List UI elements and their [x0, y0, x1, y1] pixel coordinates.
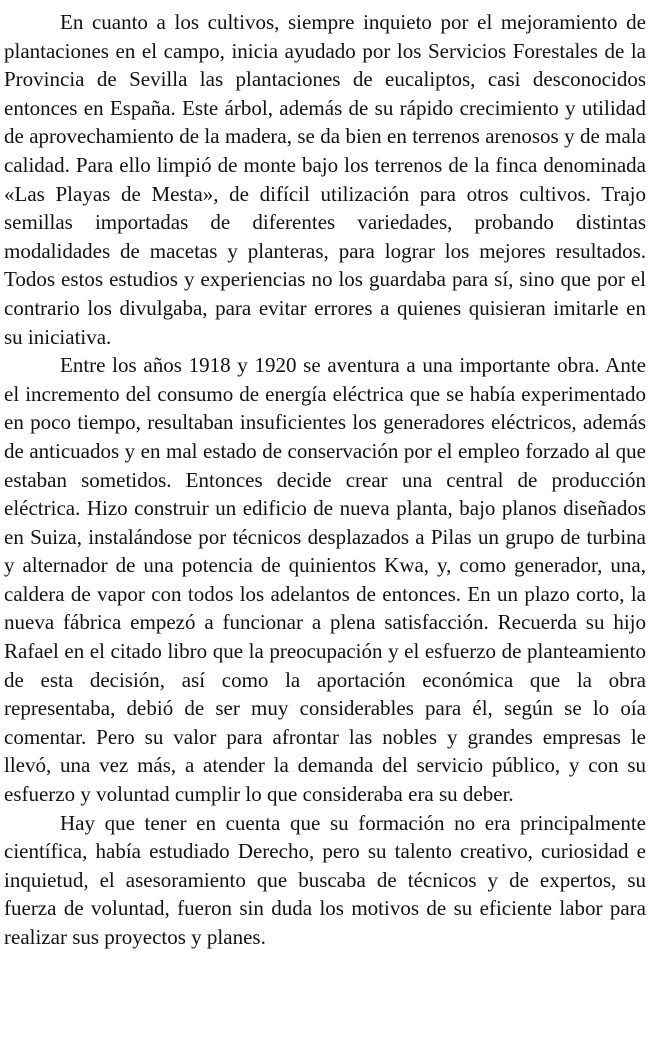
paragraph-central-electrica: Entre los años 1918 y 1920 se aventura a una importante obra. Ante el incremento del consumo de energía eléctrica que se había experimentado en poco tiempo, resultaban insuficientes los generadores eléctricos, además de anticuados y en mal estado de conservación por el empleo forzado al que estaban sometidos. Entonces decide crear una central de producción eléctrica. Hizo construir un edificio de nueva planta, bajo planos diseñados en Suiza, instalándose por técnicos desplazados a Pilas un grupo de turbina y alternador de una potencia de quinientos Kwa, y, como generador, una, caldera de vapor con todos los adelantos de entonces. En un plazo corto, la nueva fábrica empezó a funcionar a plena satisfacción. Recuerda su hijo Rafael en el citado libro que la preocupación y el esfuerzo de planteamiento de esta decisión, así como la aportación económica que la obra representaba, debió de ser muy considerables para él, según se lo oía comentar. Pero su valor para afrontar las nobles y grandes empresas le llevó, una vez más, a atender la demanda del servicio público, y con su esfuerzo y voluntad cumplir lo que consideraba era su deber.: [4, 353, 646, 807]
paragraph-formacion: Hay que tener en cuenta que su formación no era principalmente científica, había estudiado Derecho, pero su talento creativo, curiosidad e inquietud, el asesoramiento que buscaba de técnicos y de expertos, su fuerza de voluntad, fueron sin duda los motivos de su eficiente labor para realizar sus proyectos y planes.: [4, 810, 646, 949]
document-page: [4, 8, 646, 952]
paragraph-cultivos: En cuanto a los cultivos, siempre inquieto por el mejoramiento de plantaciones en el campo, inicia ayudado por los Servicios Forestales de la Provincia de Sevilla las plantaciones de eucaliptos, casi desconocidos entonces en España. Este árbol, además de su rápido crecimiento y utilidad de aprovechamiento de la madera, se da bien en terrenos arenosos y de mala calidad. Para ello limpió de monte bajo los terrenos de la finca denominada «Las Playas de Mesta», de difícil utilización para otros cultivos. Trajo semillas importadas de diferentes variedades, probando distintas modalidades de macetas y planteras, para lograr los mejores resultados. Todos estos estudios y experiencias no los guardaba para sí, sino que por el contrario los divulgaba, para evitar errores a quienes quisieran imitarle en su iniciativa.: [4, 10, 646, 349]
